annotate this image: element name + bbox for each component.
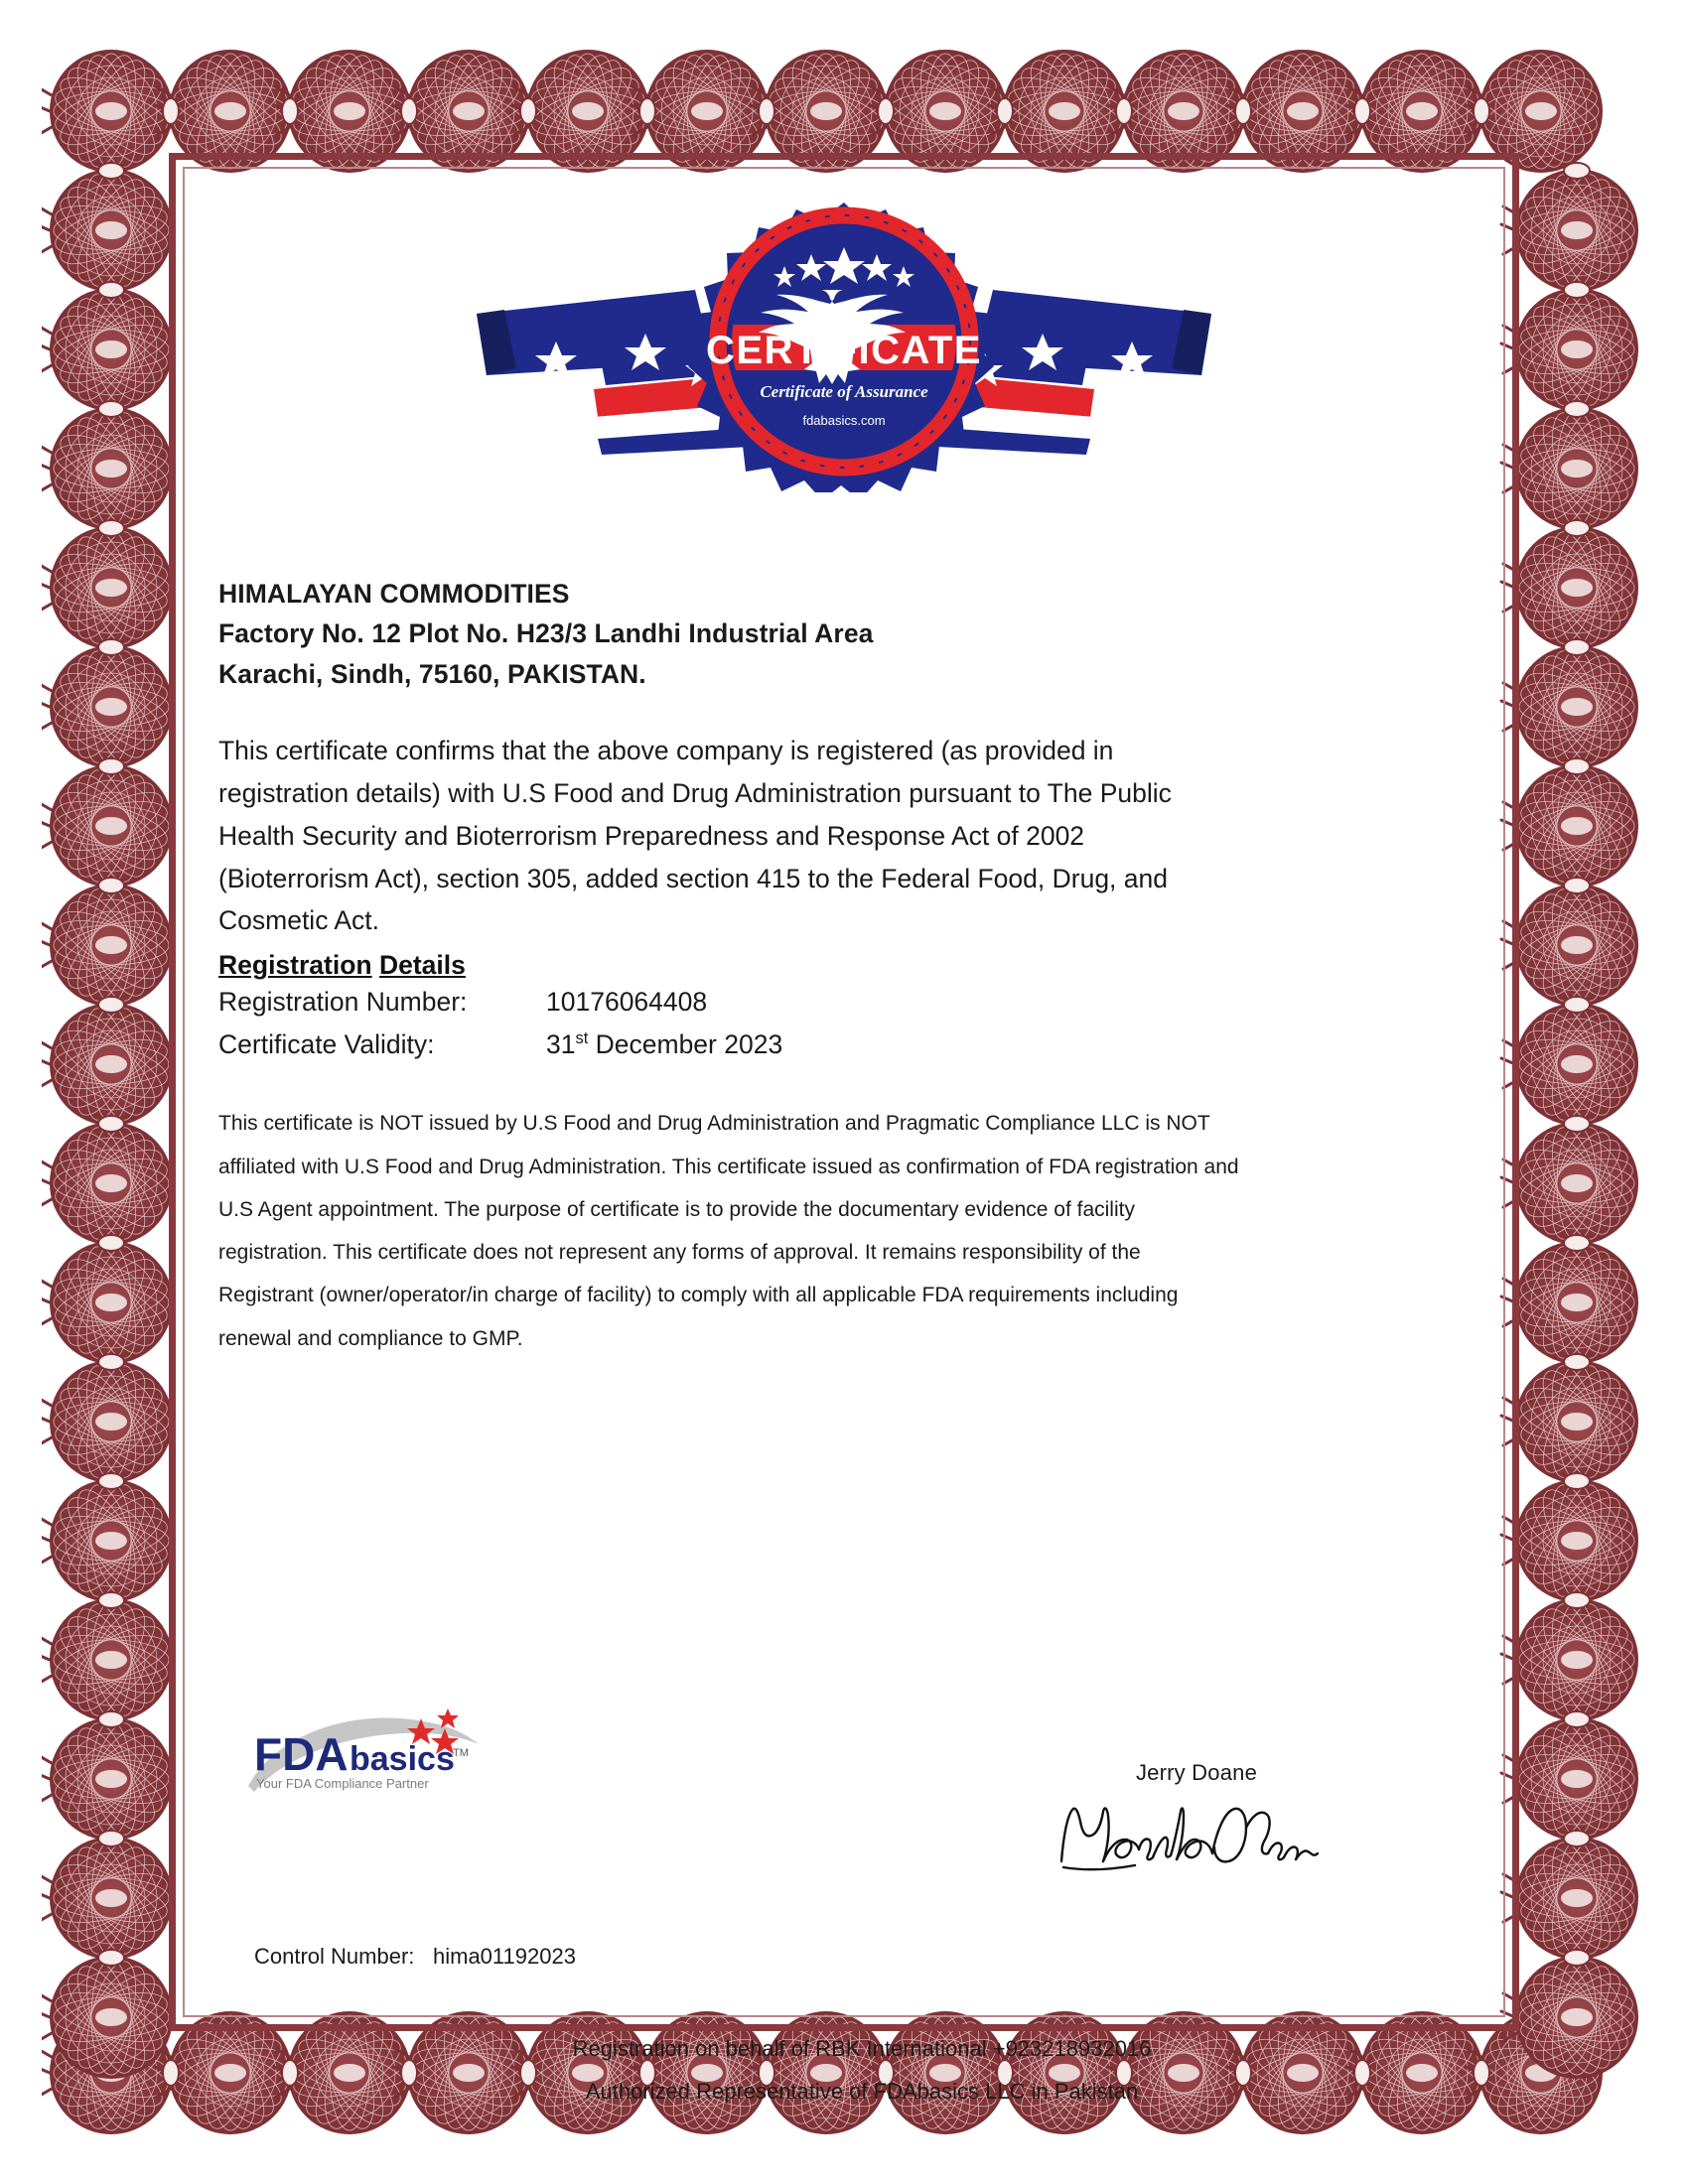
footer-line-registration: Registration on behalf of RBK International +923218932016 (572, 2036, 1152, 2061)
seal-graphic (447, 195, 1241, 492)
certificate-validity-value (546, 1024, 782, 1066)
certificate-seal (193, 195, 1495, 492)
certificate-statement: This certificate confirms that the above company is registered (as provided in registration details) with U.S Food and Drug Administration pursuant to The Public Health Security and Bioterrorism Preparedness and Response Act of 2002 (Bioterrorism Act), section 305, added section 415 to the Federal Food, Drug, and Cosmetic Act. (218, 735, 1172, 936)
company-name: HIMALAYAN COMMODITIES (218, 579, 570, 609)
lower-section (228, 1701, 1460, 2104)
certificate-content (211, 574, 1477, 2104)
fdabasics-logo (246, 1701, 494, 1796)
control-number-row (254, 1944, 576, 1970)
registration-number-value: 10176064408 (546, 987, 708, 1018)
logo-tagline: Your FDA Compliance Partner (256, 1776, 429, 1791)
logo-basics-text: basics (350, 1740, 455, 1778)
registration-heading-part1: Registration (218, 950, 372, 981)
validity-day: 31 (546, 1029, 576, 1060)
registration-details-heading (218, 950, 1477, 981)
signatory-name: Jerry Doane (1135, 1760, 1258, 1785)
footer-block (228, 2028, 1460, 2114)
seal-subtitle: Certificate of Assurance (760, 382, 928, 401)
certificate-validity-label: Certificate Validity: (218, 1029, 435, 1060)
footer-line-representative: Authorized Representative of FDAbasics LLC in Pakistan (585, 2078, 1139, 2104)
spacer (211, 694, 1477, 724)
control-number-value: hima01192023 (433, 1944, 576, 1969)
company-address-line2: Karachi, Sindh, 75160, PAKISTAN. (218, 658, 646, 689)
logo-trademark: TM (453, 1747, 469, 1759)
registration-number-label: Registration Number: (218, 987, 468, 1018)
certificate-validity-row (218, 1024, 1477, 1066)
decorative-border (42, 42, 1646, 2142)
registration-heading-part2: Details (378, 950, 466, 981)
signature-block (1033, 1760, 1360, 1882)
validity-ordinal: st (575, 1029, 589, 1048)
certificate-paper (193, 177, 1495, 2104)
validity-rest: December 2023 (588, 1029, 783, 1060)
seal-main-text: CERTIFICATE (706, 329, 982, 372)
registration-number-row (218, 981, 1477, 1024)
logo-fda-text: FDA (254, 1728, 349, 1780)
control-number-label: Control Number: (254, 1944, 415, 1969)
seal-website: fdabasics.com (802, 413, 886, 428)
disclaimer-text: This certificate is NOT issued by U.S Food and Drug Administration and Pragmatic Compliance LLC is NOT affiliated with U.S Food and Drug Administration. This certificate issued as confirmation of FDA registration and U.S Agent appointment. The purpose of certificate is to provide the documentary evidence of facility registration. This certificate does not represent any forms of approval. It remains responsibility of the Registrant (owner/operator/in charge of facility) to comply with all applicable FDA requirements including renewal and compliance to GMP. (218, 1112, 1239, 1350)
company-block (218, 574, 1477, 694)
signature-image (1048, 1792, 1345, 1877)
company-address-line1: Factory No. 12 Plot No. H23/3 Landhi Industrial Area (218, 618, 874, 649)
